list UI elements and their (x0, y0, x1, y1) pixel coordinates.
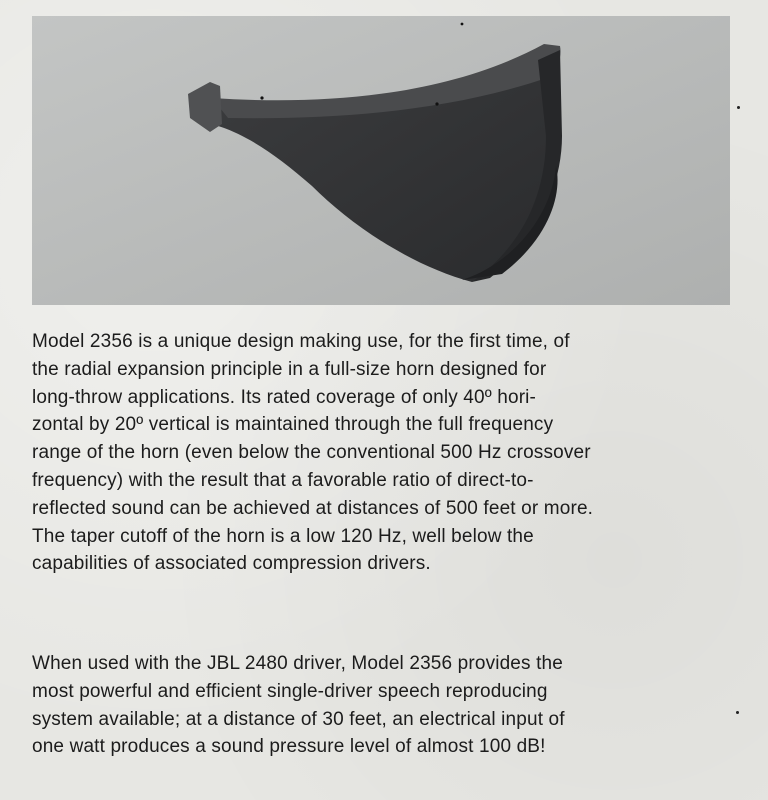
horn-photo (32, 16, 730, 305)
horn-illustration (32, 16, 730, 305)
dust-speck (736, 711, 739, 714)
dust-speck (737, 106, 740, 109)
body-paragraph-2: When used with the JBL 2480 driver, Model 2356 provides the most powerful and efficient single-driver speech reproducing system available; at a distance of 30 feet, an electrical input of one watt produces a sound pressure level of almost 100 dB! (32, 653, 565, 758)
body-paragraph-1: Model 2356 is a unique design making use, for the first time, of the radial expansion principle in a full-size horn designed for long-throw applications. Its rated coverage of only 40º hori- zontal by 20º vertical is maintained through the full frequency range of the horn (even below the conventional 500 Hz crossover frequency) with the result that a favorable ratio of direct-to- reflected sound can be achieved at distances of 500 feet or more. The taper cutoff of the horn is a low 120 Hz, well below the capabilities of associated compression drivers. (32, 331, 594, 575)
